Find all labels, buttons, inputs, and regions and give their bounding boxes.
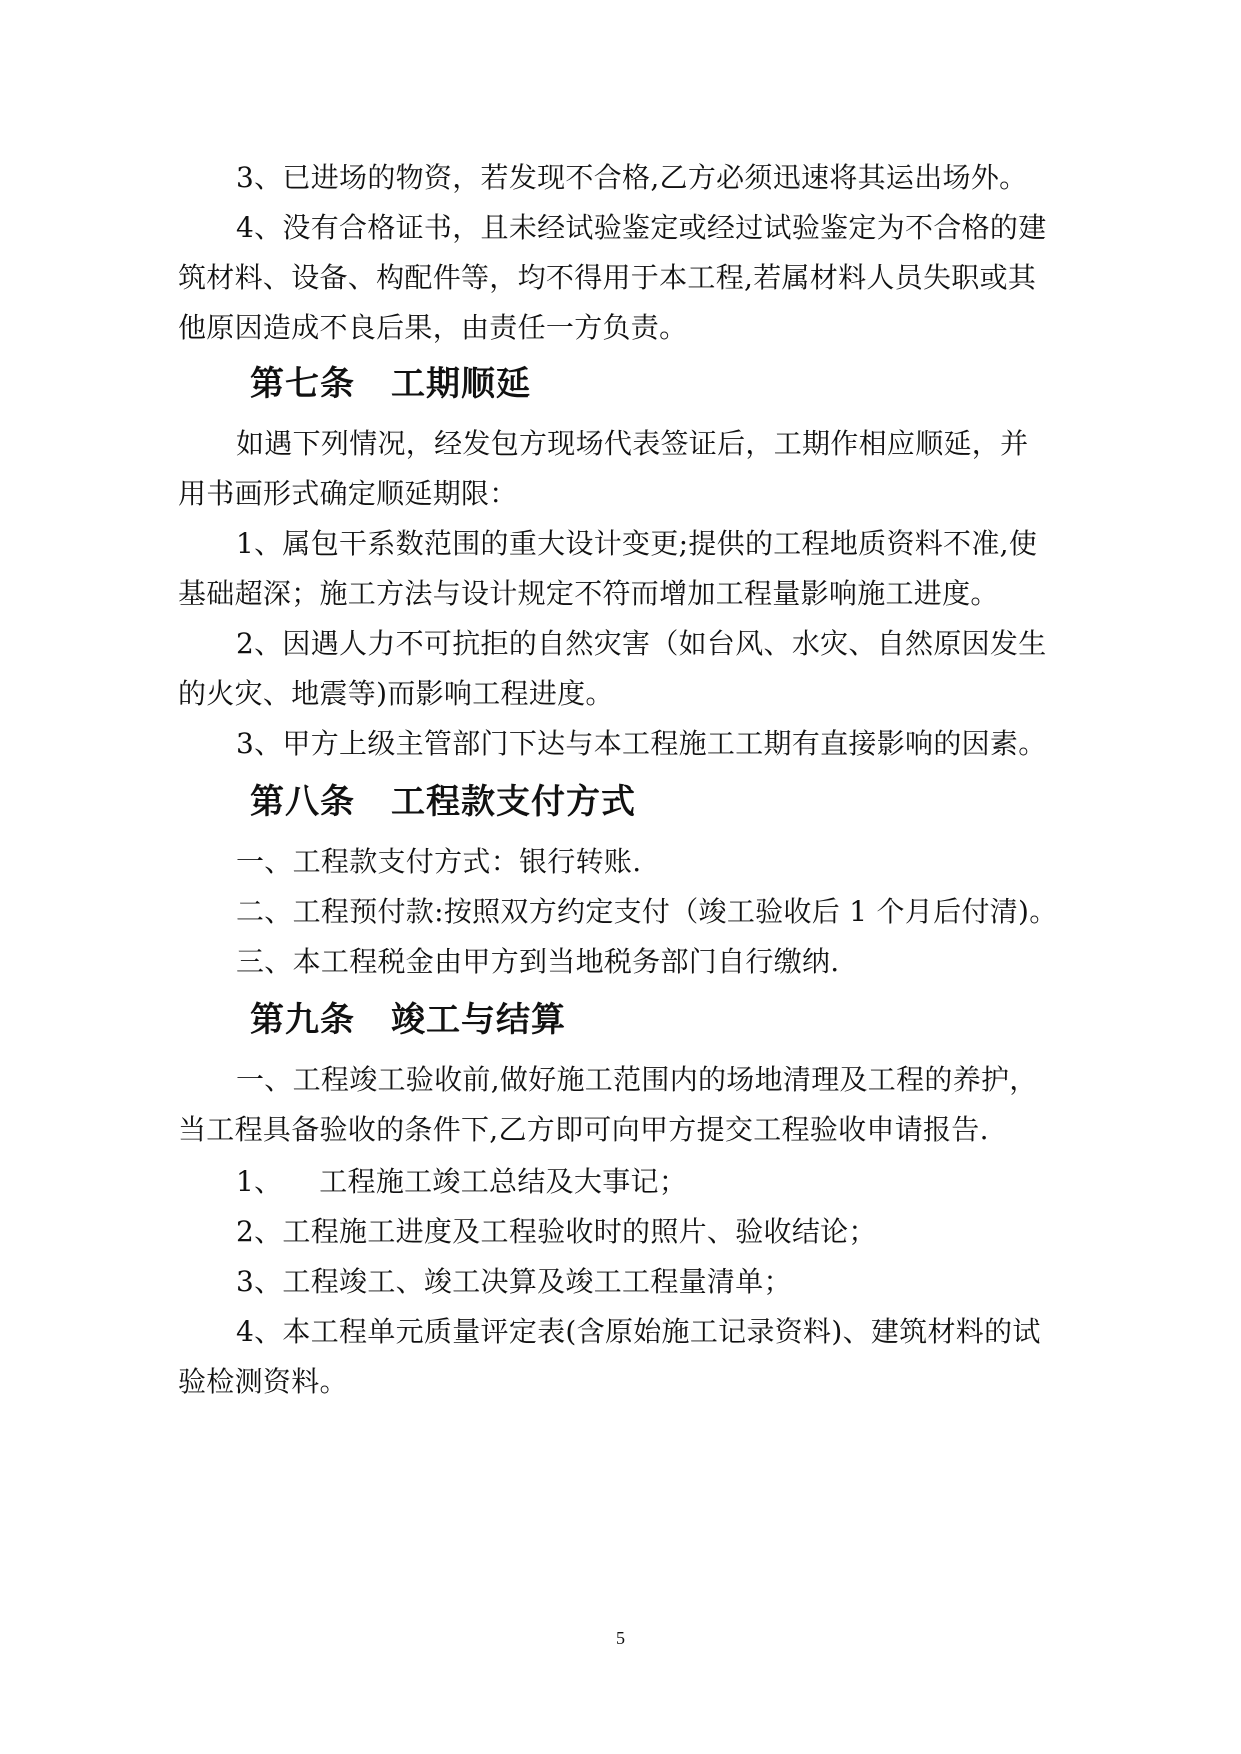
section-heading-8 — [250, 780, 636, 824]
heading-title: 竣工与结算 — [391, 1000, 566, 1040]
paragraph-line: 当工程具备验收的条件下,乙方即可向甲方提交工程验收申请报告. — [178, 1113, 989, 1146]
heading-title: 工期顺延 — [391, 364, 531, 404]
paragraph-line: 3、工程竣工、竣工决算及竣工工程量清单； — [236, 1265, 792, 1298]
paragraph-line: 3、甲方上级主管部门下达与本工程施工工期有直接影响的因素。 — [236, 727, 1047, 760]
section-heading-7 — [250, 362, 531, 406]
paragraph-line: 用书画形式确定顺延期限： — [178, 477, 518, 510]
paragraph-line: 2、因遇人力不可抗拒的自然灾害（如台风、水灾、自然原因发生 — [236, 627, 1047, 660]
heading-title: 工程款支付方式 — [391, 782, 636, 822]
paragraph-line: 二、工程预付款:按照双方约定支付（竣工验收后 1 个月后付清)。 — [236, 895, 1058, 928]
paragraph-line: 如遇下列情况，经发包方现场代表签证后，工期作相应顺延，并 — [236, 427, 1029, 460]
paragraph-line: 验检测资料。 — [178, 1365, 348, 1398]
heading-number: 第七条 — [250, 364, 355, 404]
paragraph-line: 一、工程竣工验收前,做好施工范围内的场地清理及工程的养护， — [236, 1063, 1038, 1096]
paragraph-line: 1、属包干系数范围的重大设计变更;提供的工程地质资料不准,使 — [236, 527, 1038, 560]
paragraph-line: 基础超深；施工方法与设计规定不符而增加工程量影响施工进度。 — [178, 577, 999, 610]
paragraph-line: 1、 工程施工竣工总结及大事记； — [236, 1165, 688, 1198]
heading-number: 第八条 — [250, 782, 355, 822]
paragraph-line: 的火灾、地震等)而影响工程进度。 — [178, 677, 614, 710]
page-number: 5 — [616, 1628, 625, 1648]
heading-number: 第九条 — [250, 1000, 355, 1040]
paragraph-line: 三、本工程税金由甲方到当地税务部门自行缴纳. — [236, 945, 840, 978]
paragraph-line: 4、本工程单元质量评定表(含原始施工记录资料)、建筑材料的试 — [236, 1315, 1041, 1348]
section-heading-9 — [250, 998, 566, 1042]
paragraph-line: 一、工程款支付方式：银行转账. — [236, 845, 642, 878]
paragraph-line: 筑材料、设备、构配件等，均不得用于本工程,若属材料人员失职或其 — [178, 261, 1037, 294]
paragraph-line: 3、已进场的物资，若发现不合格,乙方必须迅速将其运出场外。 — [236, 161, 1028, 194]
paragraph-line: 4、没有合格证书，且未经试验鉴定或经过试验鉴定为不合格的建 — [236, 211, 1047, 244]
paragraph-line: 2、工程施工进度及工程验收时的照片、验收结论； — [236, 1215, 877, 1248]
paragraph-line: 他原因造成不良后果，由责任一方负责。 — [178, 311, 688, 344]
